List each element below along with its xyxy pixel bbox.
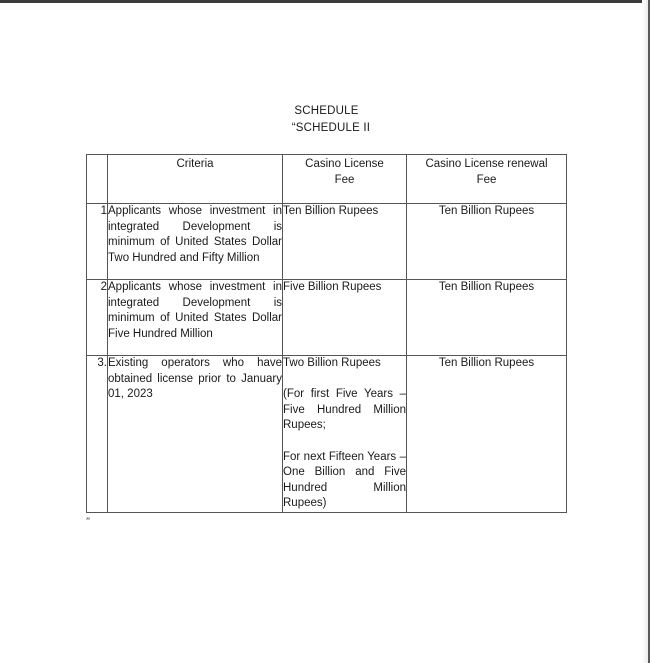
row-criteria: Applicants whose investment in integrated Development is minimum of United States Dollar Two Hundred and Fifty Million — [108, 204, 283, 280]
table-header-row — [87, 155, 567, 204]
license-fee-note-first-years: (For first Five Years – Five Hundred Million Rupees; — [283, 388, 406, 432]
closing-quote: ” — [86, 516, 90, 526]
row-number: 1 — [87, 204, 108, 280]
header-number — [87, 155, 108, 204]
row-number: 3. — [87, 356, 108, 513]
header-criteria-label: Criteria — [176, 158, 214, 170]
row-number: 2 — [87, 280, 108, 356]
row-license-fee: Five Billion Rupees — [283, 280, 407, 356]
table-row — [87, 204, 567, 280]
row-renewal-fee: Ten Billion Rupees — [407, 204, 567, 280]
header-criteria — [108, 155, 283, 204]
header-license-fee-line1: Casino License — [305, 158, 384, 170]
header-renewal-fee-line2: Fee — [476, 173, 497, 186]
header-license-fee-line2: Fee — [334, 173, 355, 186]
table-row — [87, 356, 567, 513]
row-license-fee-cell — [283, 356, 407, 513]
row-renewal-fee: Ten Billion Rupees — [407, 356, 567, 513]
row-license-fee: Ten Billion Rupees — [283, 204, 407, 280]
row-criteria: Existing operators who have obtained license prior to January 01, 2023 — [108, 356, 283, 513]
schedule-heading: SCHEDULE — [294, 105, 359, 117]
fee-schedule-table — [86, 154, 567, 513]
header-renewal-fee-line1: Casino License renewal — [425, 158, 548, 170]
schedule-subheading: “SCHEDULE II — [291, 122, 371, 134]
header-license-fee — [283, 155, 407, 204]
license-fee-note-next-years: For next Fifteen Years – One Billion and Five Hundred Million Rupees) — [283, 450, 406, 510]
row-renewal-fee: Ten Billion Rupees — [407, 280, 567, 356]
table-row — [87, 280, 567, 356]
header-renewal-fee — [407, 155, 567, 204]
row-criteria: Applicants whose investment in integrated Development is minimum of United States Dollar Five Hundred Million — [108, 280, 283, 356]
viewer-top-edge — [0, 0, 650, 3]
row-license-fee: Two Billion Rupees — [283, 357, 381, 369]
